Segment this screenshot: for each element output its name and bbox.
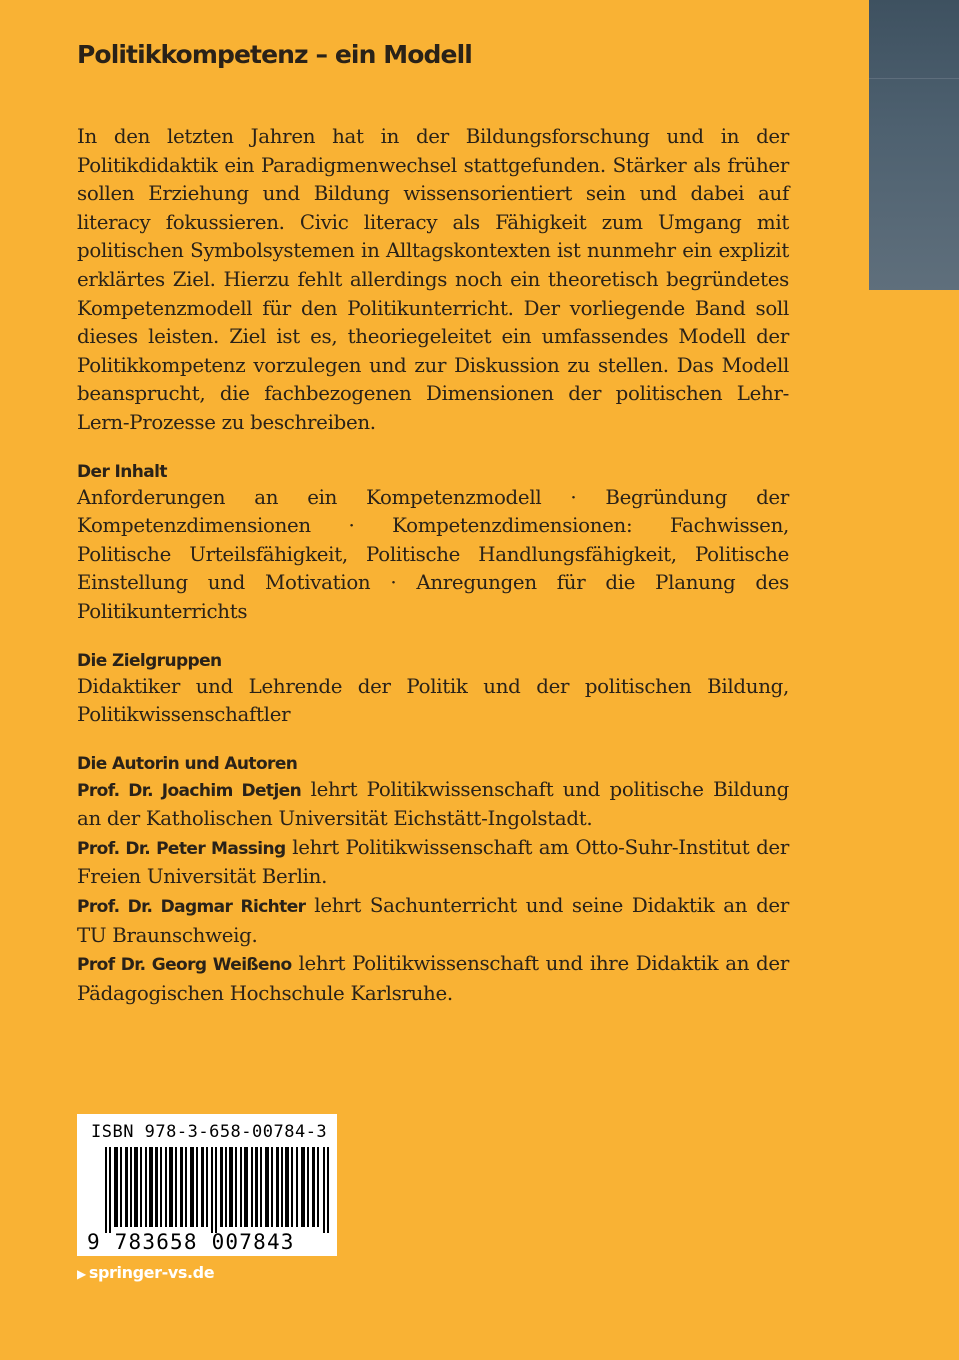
- publisher-website[interactable]: [77, 1263, 214, 1282]
- inhalt-heading: Der Inhalt: [77, 461, 167, 482]
- author-name: Prof. Dr. Dagmar Richter: [77, 897, 306, 918]
- author-entry: [77, 834, 789, 892]
- author-description: lehrt Politikwissenschaft und politische Bildung an der Katholischen Universität Eichstätt-Ingolstadt.: [77, 777, 789, 831]
- author-description: lehrt Politikwissenschaft am Otto-Suhr-Institut der Freien Universität Berlin.: [77, 835, 789, 889]
- arrow-icon: ▶: [77, 1267, 86, 1281]
- author-entry: [77, 892, 789, 950]
- corner-color-band: [869, 0, 959, 290]
- barcode-graphic: [105, 1147, 331, 1233]
- isbn-label: ISBN 978-3-658-00784-3: [91, 1122, 328, 1142]
- book-title: Politikkompetenz – ein Modell: [77, 40, 472, 69]
- author-description: lehrt Sachunterricht und seine Didaktik an der TU Braunschweig.: [77, 894, 789, 947]
- author-entry: [77, 950, 789, 1008]
- autoren-heading: Die Autorin und Autoren: [77, 753, 298, 774]
- back-cover-text: [77, 123, 789, 1008]
- isbn-barcode-box: [77, 1114, 337, 1256]
- zielgruppen-heading: Die Zielgruppen: [77, 650, 222, 671]
- author-name: Prof. Dr. Joachim Detjen: [77, 780, 302, 801]
- inhalt-text: Anforderungen an ein Kompetenzmodell · Begründung der Kompetenzdimensionen · Kompetenzdimensionen: Fachwissen, Politische Urteilsfähigkeit, Politische Handlungsfähigkeit, Politische Einstellung und Motivation · Anregungen für die Planung des Politikunterrichts: [77, 485, 789, 623]
- website-label: springer-vs.de: [88, 1263, 215, 1282]
- intro-paragraph: In den letzten Jahren hat in der Bildungsforschung und in der Politikdidaktik ein Paradigmenwechsel stattgefunden. Stärker als früher sollen Erziehung und Bildung wissensorientiert sein und dabei auf literacy fokussieren. Civic literacy als Fähigkeit zum Umgang mit politischen Symbolsystemen in Alltagskontexten ist nunmehr ein explizit erklärtes Ziel. Hierzu fehlt allerdings noch ein theoretisch begründetes Kompetenzmodell für den Politikunterricht. Der vorliegende Band soll dieses leisten. Ziel ist es, theoriegeleitet ein umfassendes Modell der Politikkompetenz vorzulegen und zur Diskussion zu stellen. Das Modell beansprucht, die fachbezogenen Dimensionen der politischen Lehr-Lern-Prozesse zu beschreiben.: [77, 125, 789, 434]
- barcode-digits: 9 783658 007843: [87, 1230, 295, 1254]
- author-name: Prof. Dr. Peter Massing: [77, 838, 286, 859]
- author-entry: [77, 776, 789, 834]
- zielgruppen-text: Didaktiker und Lehrende der Politik und der politischen Bildung, Politikwissenschaftler: [77, 674, 789, 727]
- author-description: lehrt Politikwissenschaft und ihre Didaktik an der Pädagogischen Hochschule Karlsruhe.: [77, 952, 789, 1005]
- author-name: Prof Dr. Georg Weißeno: [77, 955, 292, 976]
